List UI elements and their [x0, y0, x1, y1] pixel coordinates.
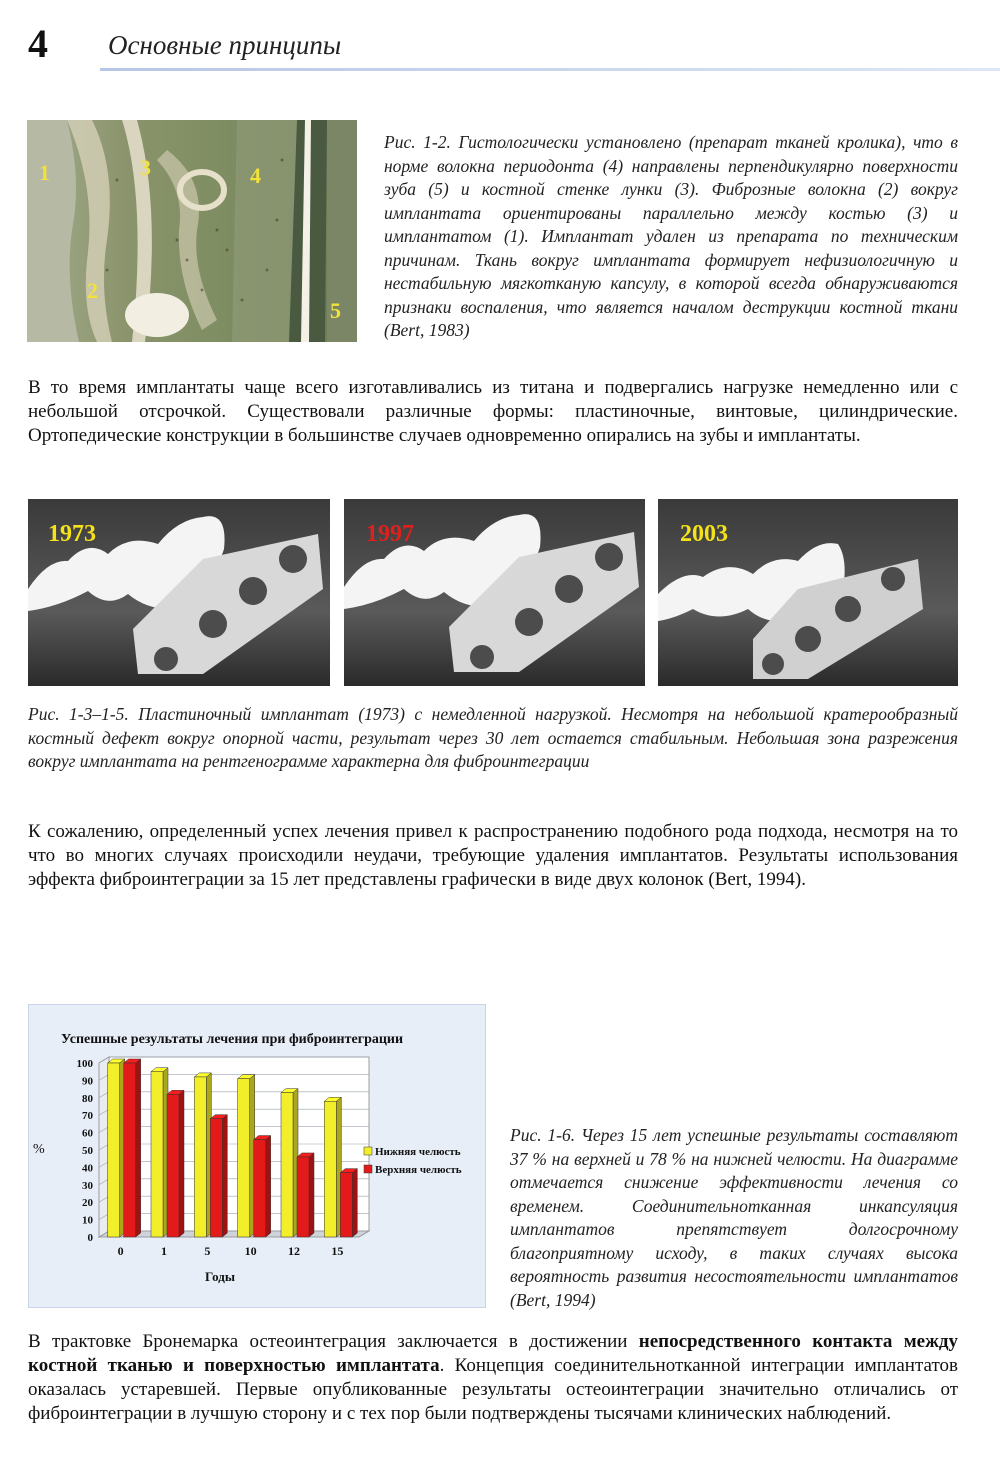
chart-ytick-label: 20: [82, 1197, 93, 1210]
chart-xtick-label: 0: [117, 1244, 124, 1258]
header-rule: [100, 68, 1000, 71]
chart-xtick-label: 5: [204, 1244, 211, 1258]
chart-bar: [340, 1169, 357, 1237]
paragraph-3: [28, 1330, 958, 1426]
chart-bar: [151, 1068, 168, 1237]
bar-chart: [29, 1005, 485, 1307]
chart-ytick-label: 90: [82, 1075, 93, 1088]
histology-label-1: 1: [39, 160, 50, 185]
xray-year-1997: 1997: [366, 521, 414, 547]
fig-1-6-caption: [510, 1124, 958, 1312]
chart-legend-swatch: [364, 1147, 372, 1155]
xray-year-2003: 2003: [680, 521, 728, 547]
fig-1-6-caption-label: Рис. 1-6.: [510, 1125, 576, 1145]
paragraph-3-text-after: . Концепция соединительнотканной интеграции имплантатов оказалась устаревшей. Первые опубликованные результаты остеоинтеграции значительно отличались от фиброинтеграции в лучшую сторону и с тех пор были подтверждены тысячами клинических наблюдений.: [28, 1355, 958, 1424]
chart-ytick-label: 100: [76, 1058, 93, 1070]
fig-1-6-caption-text: Через 15 лет успешные результаты составляют 37 % на верхней и 78 % на нижней челюсти. На диаграмме отмечается снижение эффективности лечения со временем. Соединительнотканная инкапсуляция имплантатов препятствует долгосрочному благоприятному исходу, в таких случаях высока вероятность развития несостоятельности имплантатов (Bert, 1994): [510, 1125, 958, 1310]
chart-ytick-label: 10: [82, 1214, 93, 1227]
chart-ytick-label: 40: [82, 1162, 93, 1175]
xray-image-2003: [658, 499, 958, 686]
paragraph-2: К сожалению, определенный успех лечения привел к распространению подобного рода подхода, несмотря на то что во многих случаях происходили неудачи, требующие удаления имплантатов. Результаты использования эффекта фиброинтеграции за 15 лет представлены графически в виде двух колонок (Bert, 1994).: [28, 821, 958, 890]
chart-ytick-label: 0: [87, 1232, 93, 1244]
fig-1-3-5-caption-text: Пластиночный имплантат (1973) с немедленной нагрузкой. Несмотря на небольшой кратерообразный костный дефект вокруг опорной части, результат через 30 лет остается стабильным. Небольшая зона разрежения вокруг имплантата на рентгенограмме характерна для фиброинтеграции: [28, 704, 958, 771]
paragraph-3-bold-text: непосредственного контакта между костной тканью и поверхностью имплантата: [28, 1331, 958, 1376]
chart-xlabel: Годы: [205, 1269, 235, 1284]
histology-image: [27, 120, 357, 342]
chart-ytick-label: 30: [82, 1179, 93, 1192]
page-number: 4: [28, 21, 48, 66]
chart-bar: [210, 1115, 227, 1237]
fig-1-3-5-caption: [28, 703, 958, 774]
chart-xtick-label: 10: [244, 1244, 257, 1258]
chart-legend-swatch: [364, 1165, 372, 1173]
chart-legend-label: Нижняя челюсть: [375, 1146, 461, 1158]
fig-1-2-caption-label: Рис. 1-2.: [384, 132, 451, 152]
chart-xtick-label: 1: [161, 1244, 167, 1258]
chart-ytick-label: 80: [82, 1092, 93, 1105]
running-head: Основные принципы: [108, 30, 342, 60]
histology-label-3: 3: [140, 155, 151, 180]
chart-xtick-label: 15: [331, 1244, 344, 1258]
chart-ytick-label: 50: [82, 1145, 93, 1157]
chart-container: [28, 1004, 486, 1308]
fig-1-3-5-caption-label: Рис. 1-3–1-5.: [28, 704, 129, 724]
histology-label-2: 2: [87, 278, 98, 303]
chart-title: Успешные результаты лечения при фиброинтеграции: [61, 1032, 404, 1047]
fig-1-2-caption-text: Гистологически установлено (препарат тканей кролика), что в норме волокна периодонта (4) направлены перпендикулярно поверхности зуба (5) и костной стенке лунки (3). Фиброзные волокна (2) вокруг имплантата ориентированы параллельно между костью (3) и имплантатом (1). Имплантат удален из препарата по техническим причинам. Ткань вокруг имплантата формирует нефизиологичную и нестабильную мягкотканую капсулу, в которой всегда обнаруживаются признаки воспаления, что является началом деструкции костной ткани (Bert, 1983): [384, 132, 958, 340]
chart-ytick-label: 70: [82, 1110, 93, 1123]
histology-label-5: 5: [330, 298, 341, 323]
chart-xtick-label: 12: [288, 1244, 300, 1258]
chart-bar: [297, 1153, 314, 1237]
chart-bar: [108, 1059, 125, 1237]
chart-bar: [167, 1090, 184, 1237]
chart-ylabel: %: [33, 1142, 45, 1157]
xray-image-1997: [344, 499, 645, 686]
histology-label-4: 4: [250, 163, 261, 188]
chart-bar: [124, 1059, 141, 1237]
chart-bar: [281, 1089, 298, 1237]
chart-bar: [324, 1097, 341, 1237]
xray-year-1973: 1973: [48, 521, 96, 547]
chart-bar: [254, 1136, 271, 1237]
paragraph-1: В то время имплантаты чаще всего изготавливались из титана и подвергались нагрузке немедленно или с небольшой отсрочкой. Существовали различные формы: пластиночные, винтовые, цилиндрические. Ортопедические конструкции в большинстве случаев одновременно опирались на зубы и имплантаты.: [28, 377, 958, 446]
chart-bar: [194, 1073, 211, 1237]
chart-bar: [238, 1075, 255, 1237]
fig-1-2-caption: [384, 131, 958, 343]
chart-ytick-label: 60: [82, 1127, 93, 1140]
paragraph-3-text-before: В трактовке Бронемарка остеоинтеграция заключается в достижении: [28, 1331, 639, 1352]
histology-graphic: [27, 120, 357, 342]
xray-image-1973: [28, 499, 330, 686]
chart-legend-label: Верхняя челюсть: [375, 1164, 462, 1176]
